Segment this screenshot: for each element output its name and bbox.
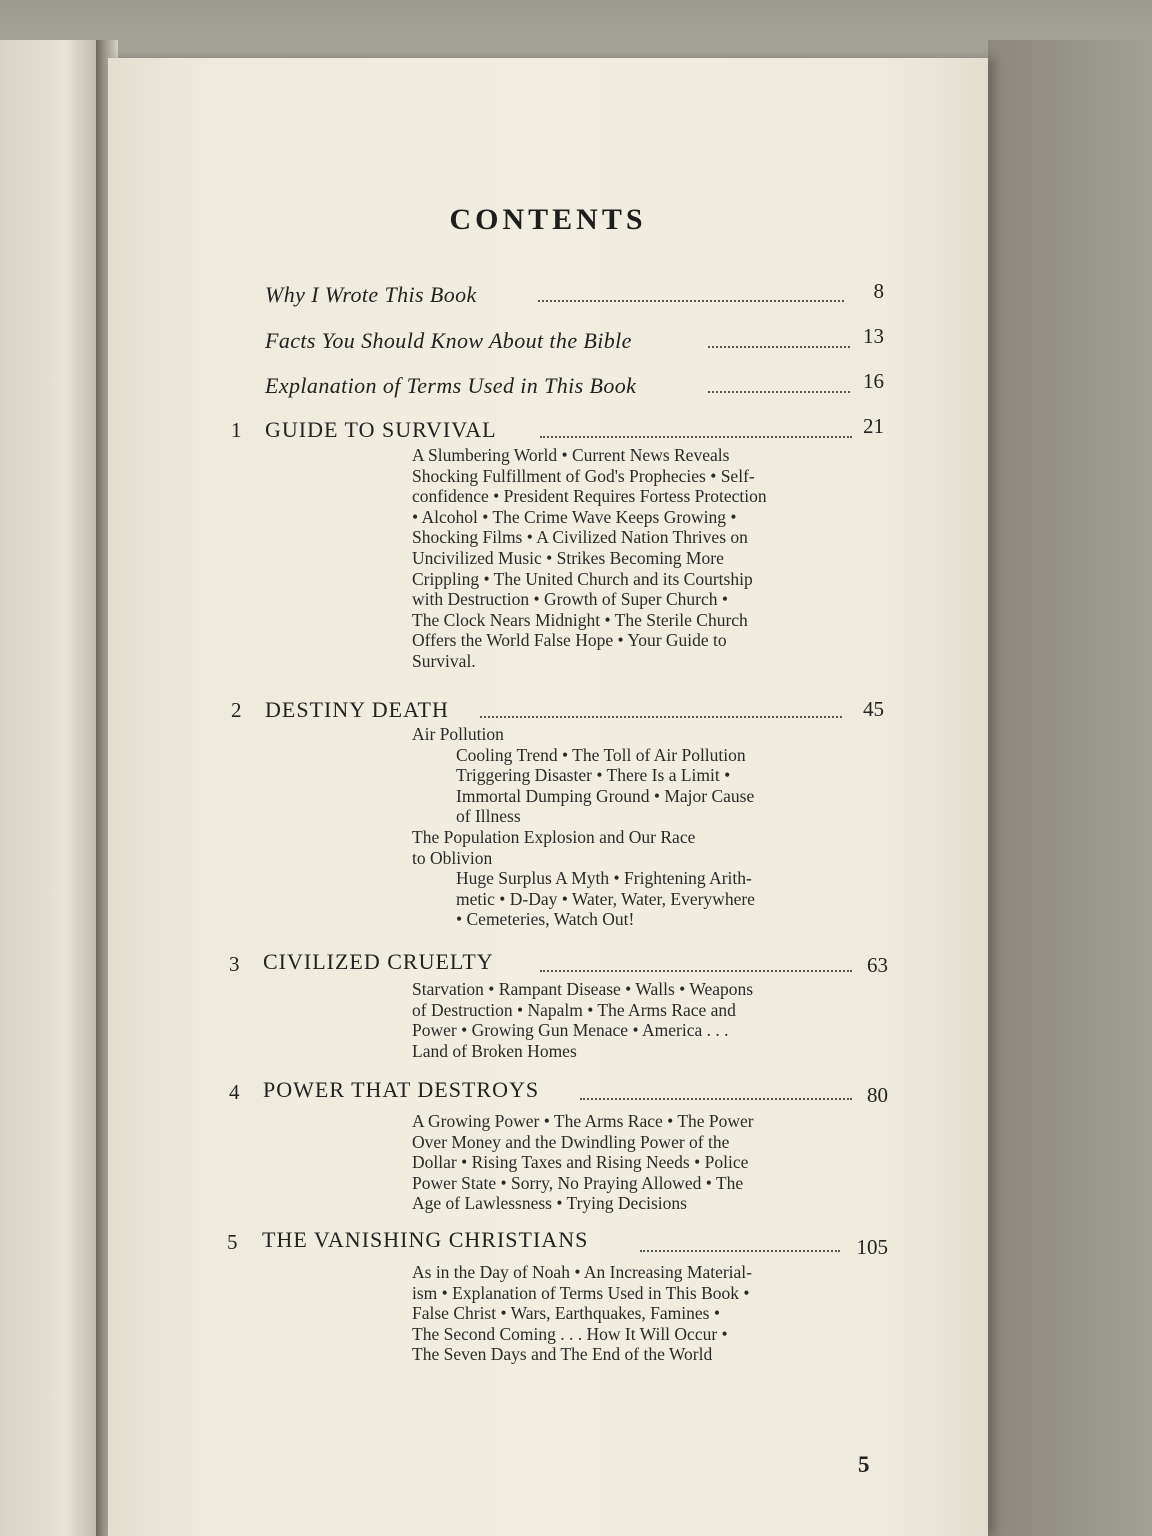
chapter-summary bbox=[412, 1111, 870, 1214]
summary-line: of Destruction • Napalm • The Arms Race and bbox=[412, 999, 736, 1020]
entry-label: Why I Wrote This Book bbox=[265, 282, 477, 307]
summary-line: False Christ • Wars, Earthquakes, Famines • bbox=[412, 1303, 720, 1324]
summary-line: A Growing Power • The Arms Race • The Power bbox=[412, 1111, 754, 1131]
left-page-edge bbox=[0, 40, 110, 1536]
summary-line: • Cemeteries, Watch Out! bbox=[456, 909, 635, 930]
chapter-number: 3 bbox=[229, 952, 240, 976]
summary-line: Crippling • The United Church and its Courtship bbox=[412, 568, 753, 589]
chapter-page-number: 63 bbox=[867, 953, 888, 977]
entry-label: Explanation of Terms Used in This Book bbox=[265, 373, 637, 398]
summary-line: • Alcohol • The Crime Wave Keeps Growing • bbox=[412, 506, 737, 527]
dot-leader bbox=[708, 391, 850, 393]
entry-page-number: 8 bbox=[873, 279, 884, 303]
summary-line: Shocking Fulfillment of God's Prophecies • Self- bbox=[412, 465, 755, 486]
chapter-page-number: 45 bbox=[863, 697, 884, 721]
chapter-title: DESTINY DEATH bbox=[265, 697, 449, 722]
dot-leader bbox=[540, 970, 852, 972]
photo-background-right bbox=[988, 40, 1152, 1536]
chapter-summary bbox=[412, 724, 870, 930]
chapter-number: 5 bbox=[227, 1230, 238, 1254]
summary-line: of Illness bbox=[456, 806, 521, 827]
summary-line: The Population Explosion and Our Race bbox=[412, 826, 696, 847]
summary-line: As in the Day of Noah • An Increasing Material- bbox=[412, 1262, 752, 1282]
summary-line: confidence • President Requires Fortess Protection bbox=[412, 486, 767, 507]
chapter-number: 2 bbox=[231, 698, 242, 722]
chapter-title: GUIDE TO SURVIVAL bbox=[265, 417, 497, 442]
chapter-summary bbox=[412, 445, 870, 672]
summary-line: Uncivilized Music • Strikes Becoming More bbox=[412, 547, 724, 568]
chapter-number: 1 bbox=[231, 418, 242, 442]
summary-line: A Slumbering World • Current News Reveals bbox=[412, 445, 730, 465]
chapter-summary bbox=[412, 1262, 870, 1365]
chapter-number: 4 bbox=[229, 1080, 240, 1104]
entry-page-number: 16 bbox=[863, 369, 884, 393]
summary-line: The Seven Days and The End of the World bbox=[412, 1344, 713, 1365]
summary-line: Power State • Sorry, No Praying Allowed • The bbox=[412, 1172, 744, 1193]
summary-line: Shocking Films • A Civilized Nation Thrives on bbox=[412, 527, 748, 548]
dot-leader bbox=[540, 436, 852, 438]
chapter-page-number: 105 bbox=[856, 1235, 888, 1259]
entry-label: Facts You Should Know About the Bible bbox=[265, 328, 632, 353]
summary-line: Air Pollution bbox=[412, 724, 504, 744]
summary-line: Age of Lawlessness • Trying Decisions bbox=[412, 1193, 687, 1214]
summary-line: Starvation • Rampant Disease • Walls • Weapons bbox=[412, 979, 754, 999]
summary-line: Offers the World False Hope • Your Guide to bbox=[412, 630, 727, 651]
dot-leader bbox=[640, 1250, 840, 1252]
summary-line: with Destruction • Growth of Super Church • bbox=[412, 589, 729, 610]
chapter-summary bbox=[412, 979, 870, 1061]
summary-line: Cooling Trend • The Toll of Air Pollution bbox=[456, 744, 746, 765]
dot-leader bbox=[580, 1098, 852, 1100]
dot-leader bbox=[708, 346, 850, 348]
summary-line: The Clock Nears Midnight • The Sterile Church bbox=[412, 609, 748, 630]
summary-line: Land of Broken Homes bbox=[412, 1040, 577, 1061]
summary-line: ism • Explanation of Terms Used in This Book • bbox=[412, 1282, 750, 1303]
dot-leader bbox=[480, 716, 842, 718]
summary-line: Over Money and the Dwindling Power of the bbox=[412, 1131, 730, 1152]
summary-line: Survival. bbox=[412, 650, 476, 671]
summary-line: to Oblivion bbox=[412, 847, 493, 868]
chapter-page-number: 80 bbox=[867, 1083, 888, 1107]
entry-page-number: 13 bbox=[863, 324, 884, 348]
summary-line: metic • D-Day • Water, Water, Everywhere bbox=[456, 888, 755, 909]
page-number: 5 bbox=[858, 1452, 870, 1477]
summary-line: The Second Coming . . . How It Will Occur • bbox=[412, 1323, 728, 1344]
dot-leader bbox=[538, 300, 844, 302]
summary-line: Immortal Dumping Ground • Major Cause bbox=[456, 785, 755, 806]
chapter-title: THE VANISHING CHRISTIANS bbox=[262, 1227, 589, 1252]
chapter-title: POWER THAT DESTROYS bbox=[263, 1077, 540, 1102]
summary-line: Huge Surplus A Myth • Frightening Arith- bbox=[456, 868, 752, 889]
summary-line: Power • Growing Gun Menace • America . . . bbox=[412, 1020, 729, 1041]
chapter-title: CIVILIZED CRUELTY bbox=[263, 949, 494, 974]
summary-line: Triggering Disaster • There Is a Limit • bbox=[456, 765, 731, 786]
contents-title: CONTENTS bbox=[449, 203, 647, 236]
summary-line: Dollar • Rising Taxes and Rising Needs • Police bbox=[412, 1152, 749, 1173]
chapter-page-number: 21 bbox=[863, 414, 884, 438]
